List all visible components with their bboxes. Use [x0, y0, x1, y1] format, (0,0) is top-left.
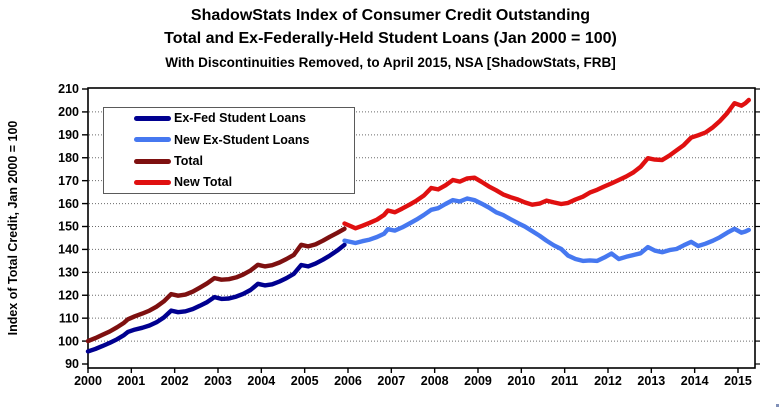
y-tick-label: 120 — [58, 288, 79, 303]
legend-line-swatch — [134, 180, 171, 185]
legend-item-new-total — [134, 175, 354, 189]
artifact-speck — [776, 404, 779, 407]
y-tick-label: 160 — [58, 196, 79, 211]
x-tick-label: 2010 — [507, 374, 536, 388]
y-axis-title: Index of Total Credit, Jan 2000 = 100 — [6, 120, 20, 336]
chart-subtitle: With Discontinuities Removed, to April 2015, NSA [ShadowStats, FRB] — [165, 55, 616, 70]
legend-label: Total — [174, 153, 203, 168]
y-tick-label: 190 — [58, 128, 79, 143]
legend — [103, 107, 355, 194]
legend-label: New Ex-Student Loans — [174, 132, 310, 147]
x-tick-label: 2004 — [247, 374, 276, 388]
legend-label: Ex-Fed Student Loans — [174, 111, 306, 126]
x-tick-label: 2002 — [160, 374, 189, 388]
y-tick-label: 210 — [58, 82, 79, 97]
y-tick-label: 130 — [58, 265, 79, 280]
y-tick-label: 150 — [58, 219, 79, 234]
x-tick-label: 2012 — [594, 374, 622, 388]
series-line-ex-fed-student-loans — [88, 245, 345, 352]
x-tick-label: 2009 — [464, 374, 492, 388]
y-tick-label: 170 — [58, 173, 79, 188]
x-tick-label: 2000 — [74, 374, 102, 388]
x-tick-label: 2015 — [724, 374, 752, 388]
y-tick-label: 200 — [58, 105, 79, 120]
chart-title-line2: Total and Ex-Federally-Held Student Loans (Jan 2000 = 100) — [164, 30, 617, 47]
x-tick-label: 2001 — [117, 374, 146, 388]
legend-item-new-ex-student-loans — [134, 133, 354, 147]
legend-line-swatch — [134, 137, 171, 142]
legend-label: New Total — [174, 175, 233, 190]
x-tick-label: 2006 — [334, 374, 362, 388]
legend-line-swatch — [134, 116, 171, 121]
x-tick-label: 2008 — [420, 374, 449, 388]
legend-item-ex-fed-student-loans — [134, 112, 354, 126]
legend-item-total — [134, 154, 354, 168]
x-tick-label: 2005 — [290, 374, 319, 388]
y-tick-label: 180 — [58, 150, 79, 165]
x-tick-label: 2014 — [680, 374, 709, 388]
x-tick-label: 2011 — [551, 374, 579, 388]
series-line-new-total — [345, 100, 749, 228]
legend-line-swatch — [134, 159, 171, 164]
chart-title-line1: ShadowStats Index of Consumer Credit Outstanding — [190, 7, 591, 24]
series-line-total — [88, 229, 345, 341]
y-tick-label: 100 — [58, 334, 79, 349]
y-tick-label: 140 — [58, 242, 79, 257]
x-tick-label: 2003 — [204, 374, 232, 388]
x-tick-label: 2007 — [377, 374, 406, 388]
y-tick-label: 110 — [58, 311, 79, 326]
x-tick-label: 2013 — [637, 374, 666, 388]
y-tick-label: 90 — [65, 357, 79, 372]
